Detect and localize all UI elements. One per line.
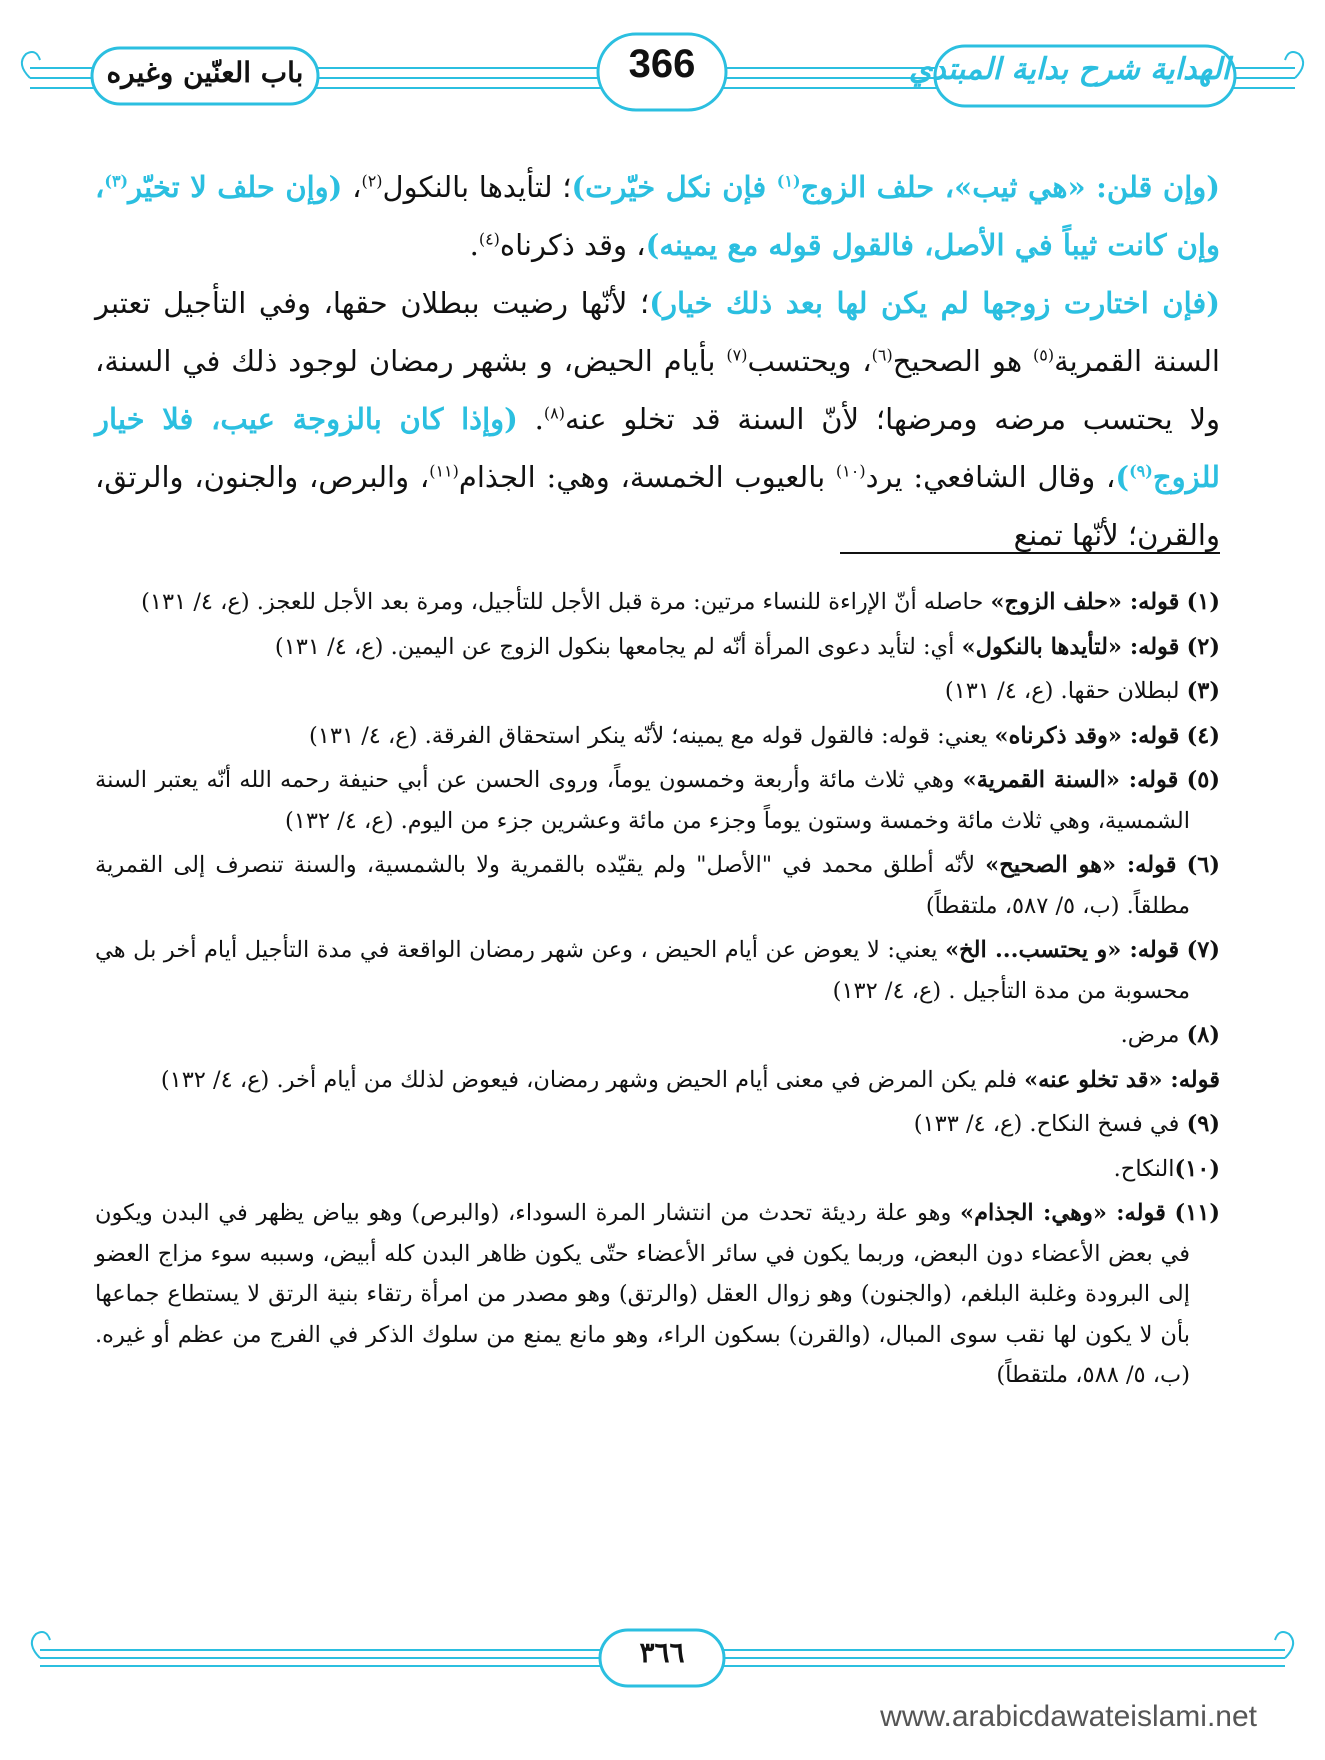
footnote-7 xyxy=(95,930,1220,1011)
footnote-label: قوله: «حلف الزوج» xyxy=(990,589,1180,615)
footnote-8 xyxy=(95,1015,1220,1056)
footnote-separator xyxy=(840,552,1220,554)
text-segment: بأيام الحيض، و بشهر رمضان لوجود ذلك في السنة، ولا يحتسب مرضه ومرضها؛ لأنّ السنة قد تخلو عنه xyxy=(95,344,1220,436)
footnote-ref: (١١) xyxy=(429,461,459,481)
footnote-label: قوله: «و يحتسب... الخ» xyxy=(945,937,1180,963)
footnote-ref: (٣) xyxy=(104,171,129,191)
footnote-text: في فسخ النكاح. (ع، ٤/ ١٣٣) xyxy=(913,1111,1180,1137)
footnote-number: (٧) xyxy=(1186,937,1220,963)
footnote-6 xyxy=(95,845,1220,926)
text-segment: ، والبرص، والجنون، والرتق، والقرن؛ لأنّها تمنع xyxy=(95,460,1220,552)
text-segment: (وإن قلن: «هي ثيب»، حلف الزوج xyxy=(800,170,1221,204)
footnote-ref: (١) xyxy=(776,171,801,191)
footnote-ref: (٤) xyxy=(478,229,500,249)
footnote-3 xyxy=(95,671,1220,712)
footnote-9 xyxy=(95,1104,1220,1145)
footnote-number: (١١) xyxy=(1174,1200,1221,1226)
text-segment: ) xyxy=(1115,460,1130,494)
website-url: www.arabicdawateislami.net xyxy=(880,1700,1257,1733)
footnote-ref: (٢) xyxy=(361,171,383,191)
chapter-title: باب العنّين وغيره xyxy=(106,56,304,89)
footnote-text: فلم يكن المرض في معنى أيام الحيض وشهر رمضان، فيعوض لذلك من أيام أخر. (ع، ٤/ ١٣٢) xyxy=(160,1066,1025,1093)
footnote-2 xyxy=(95,627,1220,668)
footnote-text: أي: لتأيد دعوى المرأة أنّه لم يجامعها بنكول الزوج عن اليمين. (ع، ٤/ ١٣١) xyxy=(274,633,962,660)
footnote-ref: (٦) xyxy=(871,345,893,365)
text-segment: فإن نكل خيّرت) xyxy=(571,170,777,204)
footnote-5 xyxy=(95,760,1220,841)
text-segment: ؛ لأنّها رضيت ببطلان حقها، وفي التأجيل تعتبر السنة القمرية xyxy=(95,286,1220,378)
footnote-text: يعني: لا يعوض عن أيام الحيض ، وعن شهر رمضان الواقعة في مدة التأجيل أيام أخر بل هي محسوبة من مدة التأجيل . (ع، ٤/ ١٣٢) xyxy=(95,937,1190,1004)
text-segment: . xyxy=(469,228,479,262)
text-segment: (فإن اختارت زوجها لم يكن لها بعد ذلك خيار) xyxy=(649,286,1220,320)
text-segment: (وإن حلف لا تخيّر xyxy=(128,170,343,204)
text-segment: ؛ لتأيدها بالنكول xyxy=(382,170,572,204)
footnote-ref: (٥) xyxy=(1033,345,1055,365)
footnote-number: (١) xyxy=(1186,589,1220,615)
footnote-text: يعني: قوله: فالقول قوله مع يمينه؛ لأنّه ينكر استحقاق الفرقة. (ع، ٤/ ١٣١) xyxy=(309,722,995,749)
footnote-number: (٥) xyxy=(1186,767,1220,793)
footnote-1 xyxy=(95,582,1220,623)
text-segment: ، وإن كانت ثيباً في الأصل، فالقول قوله مع يمينه) xyxy=(95,170,1220,262)
footnote-text: النكاح. xyxy=(1113,1155,1175,1182)
footnote-11 xyxy=(95,1193,1220,1396)
footnotes xyxy=(95,582,1220,1400)
main-text xyxy=(95,158,1220,564)
footnote-text: وهي ثلاث مائة وأربعة وخمسون يوماً، وروى الحسن عن أبي حنيفة رحمه الله أنّه يعتبر السنة الشمسية، وهي ثلاث مائة وخمسة وستون يوماً وجزء من مائة وعشرين جزء من اليوم. (ع، ٤/ ١٣٢) xyxy=(95,767,1190,834)
text-segment: هو الصحيح xyxy=(892,344,1033,378)
footnote-number: (٢) xyxy=(1186,633,1220,660)
text-segment: ، ويحتسب xyxy=(747,344,872,378)
footnote-text: حاصله أنّ الإراءة للنساء مرتين: مرة قبل الأجل للتأجيل، ومرة بعد الأجل للعجز. (ع، ٤/ ١٣١) xyxy=(141,589,991,615)
page-footer xyxy=(0,1618,1325,1698)
footer-page-number: ٣٦٦ xyxy=(639,1636,685,1669)
footnote-label: قوله: «وقد ذكرناه» xyxy=(994,722,1180,749)
header-page-number: 366 xyxy=(628,42,696,86)
footnote-number: (٩) xyxy=(1186,1111,1220,1137)
text-segment: (وإذا كان بالزوجة عيب، فلا خيار للزوج xyxy=(95,402,1221,494)
footnote-label: قوله: «السنة القمرية» xyxy=(962,767,1179,793)
page-header xyxy=(0,0,1325,150)
footnote-ref: (٧) xyxy=(726,345,748,365)
footnote-number: (٨) xyxy=(1186,1022,1220,1048)
book-title: الهداية شرح بداية المبتدي xyxy=(908,52,1230,87)
footnote-label: قوله: «قد تخلو عنه» xyxy=(1024,1066,1220,1093)
text-segment: ، وقال الشافعي: يرد xyxy=(865,460,1116,494)
footnote-label: قوله: «وهي: الجذام» xyxy=(960,1200,1166,1226)
main-paragraph-2 xyxy=(95,274,1220,564)
footnote-text: وهو علة رديئة تحدث من انتشار المرة السوداء، (والبرص) وهو بياض يظهر في البدن ويكون في بعض الأعضاء دون البعض، وربما يكون في سائر الأعضاء حتّى يكون ظاهر البدن كله أبيض، وسببه سوء مزاج العضو إلى البرودة وغلبة البلغم، (والجنون) وهو زوال العقل (والرتق) وهو مصدر من امرأة رتقاء بنية الرتق لا يستطاع جماعها بأن لا يكون لها نقب سوى المبال، (والقرن) بسكون الراء، وهو مانع يمنع من سلوك الذكر في الفرج من عظم أو غيره. (ب، ٥/ ٥٨٨، ملتقطاً) xyxy=(95,1200,1190,1388)
footnote-text: لأنّه أطلق محمد في "الأصل" ولم يقيّده بالقمرية ولا بالشمسية، والسنة تنصرف إلى القمرية مطلقاً. (ب، ٥/ ٥٨٧، ملتقطاً) xyxy=(95,852,1190,919)
footnote-10 xyxy=(95,1149,1220,1190)
footnote-number: (٣) xyxy=(1186,678,1220,704)
footnote-ref: (٨) xyxy=(543,403,565,423)
footnote-8-continued xyxy=(95,1060,1220,1101)
footnote-ref: (١٠) xyxy=(835,461,866,481)
footnote-4 xyxy=(95,716,1220,757)
footnote-number: (١٠) xyxy=(1174,1155,1220,1182)
footnote-text: مرض. xyxy=(1120,1022,1180,1048)
text-segment: بالعيوب الخمسة، وهي: الجذام xyxy=(458,460,836,494)
footnote-number: (٦) xyxy=(1186,852,1220,878)
text-segment: ، وقد ذكرناه xyxy=(499,228,646,262)
text-segment: . xyxy=(517,402,544,436)
footnote-ref: (٩) xyxy=(1129,461,1153,481)
footnote-label: قوله: «هو الصحيح» xyxy=(985,852,1177,878)
footnote-number: (٤) xyxy=(1186,722,1220,749)
footnote-label: قوله: «لتأيدها بالنكول» xyxy=(961,633,1180,660)
footnote-text: لبطلان حقها. (ع، ٤/ ١٣١) xyxy=(944,678,1180,704)
text-segment: ، xyxy=(342,170,362,204)
main-paragraph-1 xyxy=(95,158,1220,274)
